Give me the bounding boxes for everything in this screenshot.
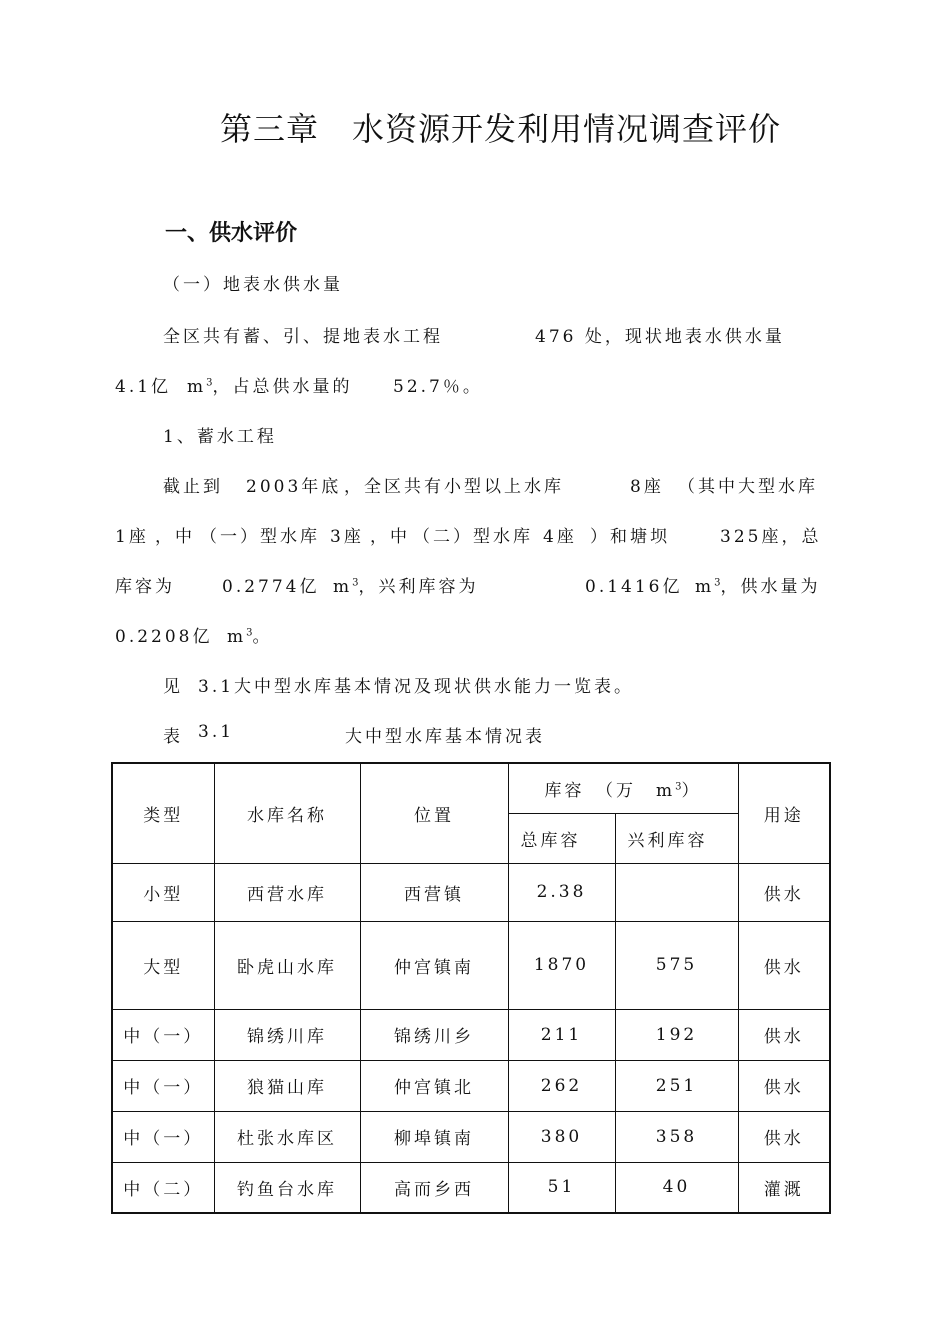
paragraph-7-f: $m^3$，供水量为 (695, 577, 821, 597)
table-caption-title: 大中型水库基本情况表 (345, 727, 545, 747)
table-row (112, 1111, 830, 1162)
cell-location: 锦绣川乡 (360, 1009, 508, 1060)
table-caption-number: 3.1 (198, 722, 235, 742)
table-row (112, 1162, 830, 1213)
page-title: 第三章 水资源开发利用情况调查评价 (220, 110, 782, 148)
paragraph-5-d: 8座 (630, 477, 664, 497)
table-row (112, 863, 830, 921)
cell-total: 262 (508, 1060, 615, 1111)
paragraph-6-f: （二）型水库 (413, 527, 533, 547)
cell-total: 380 (508, 1111, 615, 1162)
cell-use: 供水 (738, 863, 830, 921)
cell-total: 2.38 (508, 863, 615, 921)
cell-type: 中（一） (112, 1060, 214, 1111)
cell-type: 大型 (112, 921, 214, 1009)
cell-location: 高而乡西 (360, 1162, 508, 1213)
cell-useful: 192 (615, 1009, 738, 1060)
paragraph-5-a: 截止到 (163, 477, 223, 497)
paragraph-3-value: 4.1亿 (115, 377, 172, 397)
header-use: 用途 (738, 763, 830, 863)
paragraph-2-left: 全区共有蓄、引、提地表水工程 (163, 327, 443, 347)
table-row (112, 1009, 830, 1060)
cell-total: 51 (508, 1162, 615, 1213)
cell-use: 供水 (738, 1111, 830, 1162)
paragraph-7-a: 库容为 (115, 577, 175, 597)
paragraph-6-a: 1座 (115, 527, 149, 547)
paragraph-6-i: 325座，总 (720, 527, 822, 547)
cell-useful: 251 (615, 1060, 738, 1111)
cell-type: 中（一） (112, 1111, 214, 1162)
cell-useful: 575 (615, 921, 738, 1009)
cell-total: 211 (508, 1009, 615, 1060)
reservoir-table (111, 762, 831, 1214)
table-row (112, 921, 830, 1009)
cell-location: 柳埠镇南 (360, 1111, 508, 1162)
table-row (112, 1060, 830, 1111)
cell-useful: 358 (615, 1111, 738, 1162)
cell-name: 钓鱼台水库 (214, 1162, 360, 1213)
cell-use: 灌溉 (738, 1162, 830, 1213)
cell-type: 中（一） (112, 1009, 214, 1060)
cell-type: 中（二） (112, 1162, 214, 1213)
cell-name: 卧虎山水库 (214, 921, 360, 1009)
paragraph-9-a: 见 (163, 677, 183, 697)
header-total-capacity: 总库容 (508, 813, 615, 863)
paragraph-3-percent: 52.7％。 (393, 377, 483, 397)
table-caption-label: 表 (163, 727, 183, 747)
cell-location: 仲宫镇北 (360, 1060, 508, 1111)
cell-location: 仲宫镇南 (360, 921, 508, 1009)
paragraph-9-b: 3.1大中型水库基本情况及现状供水能力一览表。 (198, 677, 635, 697)
cell-name: 杜张水库区 (214, 1111, 360, 1162)
header-type: 类型 (112, 763, 214, 863)
cell-name: 锦绣川库 (214, 1009, 360, 1060)
paragraph-6-c: （一）型水库 (200, 527, 320, 547)
paragraph-6-b: ，中 (155, 527, 195, 547)
cell-useful (615, 863, 738, 921)
section-heading: 一、供水评价 (165, 221, 298, 246)
header-name: 水库名称 (214, 763, 360, 863)
paragraph-7-c: $m^3$，兴利库容为 (333, 577, 479, 597)
cell-use: 供水 (738, 1009, 830, 1060)
cell-location: 西营镇 (360, 863, 508, 921)
table-header-row (112, 763, 830, 813)
cell-name: 狼猫山库 (214, 1060, 360, 1111)
paragraph-5-e: （其中大型水库 (678, 477, 818, 497)
paragraph-6-h: ）和塘坝 (590, 527, 670, 547)
paragraph-7-b: 0.2774亿 (222, 577, 320, 597)
paragraph-5-c: ，全区共有小型以上水库 (344, 477, 564, 497)
paragraph-6-g: 4座 (543, 527, 577, 547)
paragraph-2-right: 476 处，现状地表水供水量 (535, 327, 785, 347)
header-location: 位置 (360, 763, 508, 863)
cell-useful: 40 (615, 1162, 738, 1213)
header-capacity: 库容 （万 $m^3$） (508, 763, 738, 813)
paragraph-6-d: 3座 (330, 527, 364, 547)
cell-total: 1870 (508, 921, 615, 1009)
cell-type: 小型 (112, 863, 214, 921)
paragraph-8-value: 0.2208亿 (115, 627, 213, 647)
paragraph-5-b: 2003年底 (246, 477, 342, 497)
paragraph-6-e: ，中 (370, 527, 410, 547)
cell-name: 西营水库 (214, 863, 360, 921)
cell-use: 供水 (738, 921, 830, 1009)
cell-use: 供水 (738, 1060, 830, 1111)
paragraph-1: （一）地表水供水量 (163, 275, 343, 295)
header-useful-capacity: 兴利库容 (615, 813, 738, 863)
paragraph-8-unit: $m^3$。 (227, 627, 273, 647)
paragraph-4: 1、蓄水工程 (163, 427, 277, 447)
paragraph-7-e: 0.1416亿 (585, 577, 683, 597)
paragraph-3-unit: $m^3$，占总供水量的 (187, 377, 353, 397)
